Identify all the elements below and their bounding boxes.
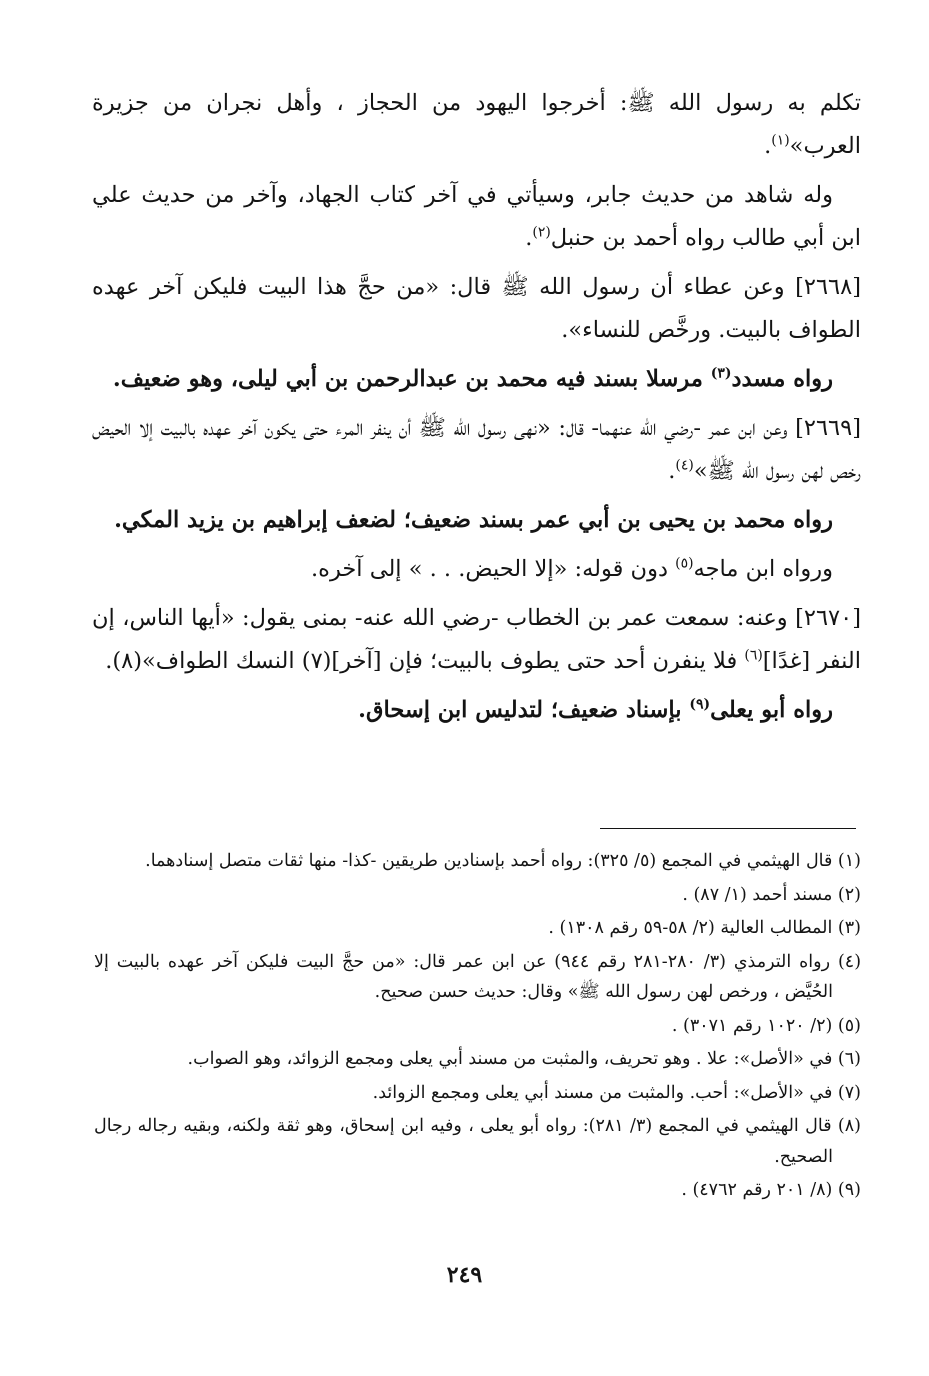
footnote: (٩) (٨/ ٢٠١ رقم ٤٧٦٢) . xyxy=(681,1180,861,1200)
footnote: (٧) في «الأصل»: أحب. والمثبت من مسند أبي يعلى ومجمع الزوائد. xyxy=(372,1082,861,1103)
paragraph-text: تكلم به رسول الله ﷺ: أخرجوا اليهود من الحجاز ، وأهل نجران من جزيرة العرب» xyxy=(92,90,861,159)
paragraph-tail: بإسناد ضعيف؛ لتدليس ابن إسحاق. xyxy=(358,697,690,723)
paragraph-text: وله شاهد من حديث جابر، وسيأتي في آخر كتاب الجهاد، وآخر من حديث علي ابن أبي طالب رواه أحمد بن حنبل xyxy=(92,182,861,251)
footnote: (٥) (٢/ ١٠٢٠ رقم ٣٠٧١) . xyxy=(671,1015,861,1036)
paragraph-text: رواه محمد بن يحيى بن أبي عمر بسند ضعيف؛ لضعف إبراهيم بن يزيد المكي. xyxy=(114,507,833,533)
main-text xyxy=(92,82,861,738)
paragraph-text: ورواه ابن ماجه xyxy=(693,556,833,582)
footnote-ref: (٢) xyxy=(532,224,551,241)
paragraph-text: [٢٦٧٠] وعنه: سمعت عمر بن الخطاب -رضي الله عنه- بمنى يقول: «أيها الناس، إن النفر [غدًا] xyxy=(92,605,861,674)
footnotes xyxy=(94,846,861,1209)
paragraph-text: [٢٦٦٨] وعن عطاء أن رسول الله ﷺ قال: «من حجَّ هذا البيت فليكن آخر عهده الطواف بالبيت. ورخَّص للنساء». xyxy=(92,274,861,343)
footnote-ref: (٤) xyxy=(675,457,694,474)
footnote: (٨) قال الهيثمي في المجمع (٣/ ٢٨١): رواه أبو يعلى ، وفيه ابن إسحاق، وهو ثقة ولكنه، وبقيه رجاله رجال الصحيح. xyxy=(94,1116,861,1167)
hadith-2669 xyxy=(92,407,861,493)
paragraph xyxy=(92,548,861,591)
footnote-ref: (٦) xyxy=(744,647,763,664)
paragraph-tail: مرسلا بسند فيه محمد بن عبدالرحمن بن أبي ليلى، وهو ضعيف. xyxy=(112,366,711,392)
paragraph-tail: دون قوله: «إلا الحيض. . . » إلى آخره. xyxy=(311,556,676,582)
page-number: ٢٤٩ xyxy=(446,1262,483,1288)
footnote: (٣) المطالب العالية (٢/ ٥٨-٥٩ رقم ١٣٠٨) . xyxy=(548,918,861,938)
paragraph-tail: . xyxy=(668,458,676,484)
paragraph xyxy=(92,174,861,260)
paragraph-text: رواه مسدد xyxy=(731,366,833,392)
hadith-2670 xyxy=(92,597,861,683)
paragraph-tail: . xyxy=(525,225,533,251)
footnote-ref: (٥) xyxy=(675,555,694,572)
footnote-divider xyxy=(600,828,856,829)
grading-paragraph xyxy=(92,499,861,542)
paragraph-text: [٢٦٦٩] وعن ابن عمر -رضي الله عنهما- قال: «نهى رسول الله ﷺ أن ينفر المرء حتى يكون آخر عهده بالبيت إلا الحيض رخص لهن رسول الله ﷺ» xyxy=(92,415,861,484)
footnote: (٢) مسند أحمد (١/ ٨٧) . xyxy=(682,884,861,905)
paragraph xyxy=(92,82,861,168)
grading-paragraph xyxy=(92,689,861,732)
paragraph-text: رواه أبو يعلى xyxy=(710,697,833,723)
footnote-ref: (١) xyxy=(771,132,790,149)
paragraph-tail: فلا ينفرن أحد حتى يطوف بالبيت؛ فإن [آخر](٧) النسك الطواف»(٨). xyxy=(105,648,745,674)
footnote: (٦) في «الأصل»: علا . وهو تحريف، والمثبت من مسند أبي يعلى ومجمع الزوائد، وهو الصواب. xyxy=(187,1049,861,1069)
paragraph-tail: . xyxy=(764,133,772,159)
grading-paragraph xyxy=(92,358,861,401)
hadith-2668 xyxy=(92,266,861,352)
footnote-ref: (٣) xyxy=(710,365,732,382)
footnote: (١) قال الهيثمي في المجمع (٥/ ٣٢٥): رواه أحمد بإسنادين طريقين -كذا- منها ثقات متصل إسنادهما. xyxy=(145,851,861,871)
footnote-ref: (٩) xyxy=(689,696,711,713)
footnote: (٤) رواه الترمذي (٣/ ٢٨٠-٢٨١ رقم ٩٤٤) عن ابن عمر قال: «من حجَّ البيت فليكن آخر عهده بالبيت إلا الحُيَّض ، ورخص لهن رسول الله ﷺ» وقال: حديث حسن صحيح. xyxy=(94,951,862,1002)
